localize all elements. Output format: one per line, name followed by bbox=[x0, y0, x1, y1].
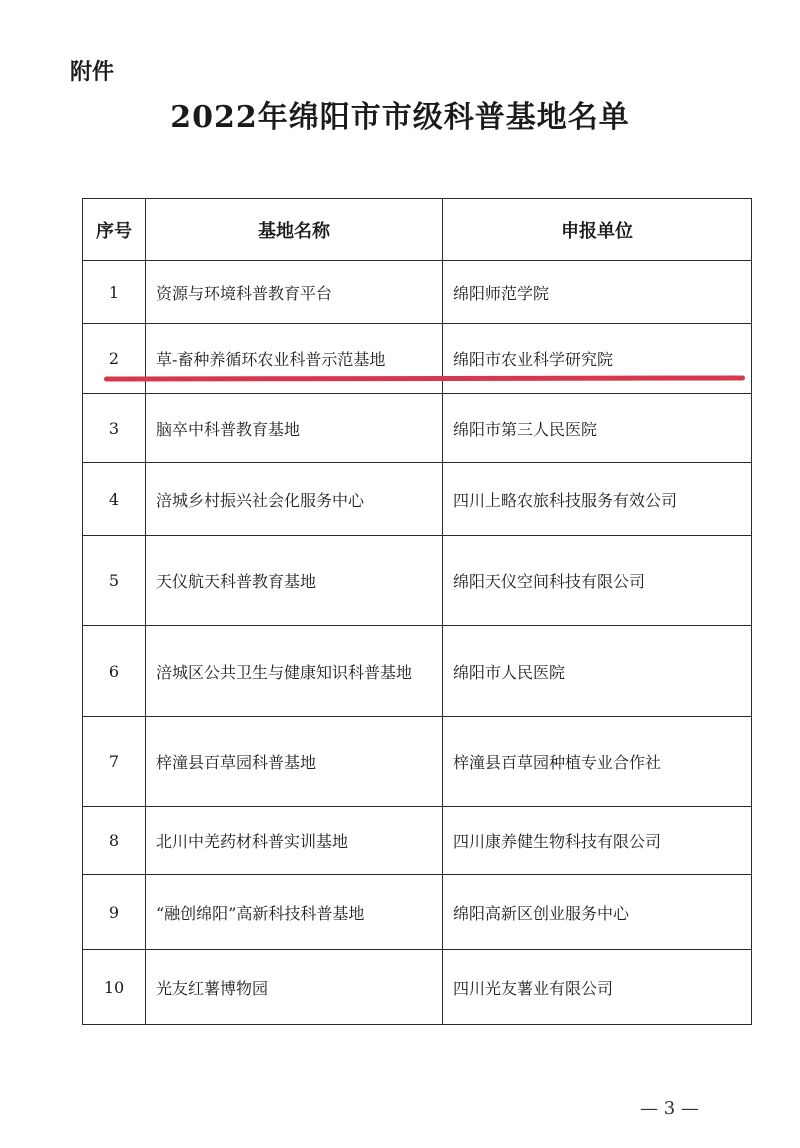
row-base-name: 资源与环境科普教育平台 bbox=[146, 261, 443, 324]
row-index: 7 bbox=[83, 717, 146, 807]
page-number: — 3 — bbox=[640, 1098, 699, 1119]
row-applicant-unit: 四川康养健生物科技有限公司 bbox=[443, 807, 752, 875]
row-index: 9 bbox=[83, 875, 146, 950]
table-row bbox=[83, 875, 752, 950]
row-applicant-unit: 绵阳师范学院 bbox=[443, 261, 752, 324]
table-row bbox=[83, 324, 752, 394]
row-base-name: 北川中羌药材科普实训基地 bbox=[146, 807, 443, 875]
header-base-name: 基地名称 bbox=[146, 199, 443, 261]
table-row bbox=[83, 807, 752, 875]
row-base-name: 光友红薯博物园 bbox=[146, 950, 443, 1025]
row-base-name: 脑卒中科普教育基地 bbox=[146, 394, 443, 463]
row-applicant-unit: 梓潼县百草园种植专业合作社 bbox=[443, 717, 752, 807]
row-applicant-unit: 四川上略农旅科技服务有效公司 bbox=[443, 463, 752, 536]
row-index: 2 bbox=[83, 324, 146, 394]
table-row bbox=[83, 626, 752, 717]
row-base-name: 天仪航天科普教育基地 bbox=[146, 536, 443, 626]
row-base-name: “融创绵阳”高新科技科普基地 bbox=[146, 875, 443, 950]
table-row bbox=[83, 950, 752, 1025]
row-index: 6 bbox=[83, 626, 146, 717]
base-list-table bbox=[82, 198, 752, 1025]
attachment-label: 附件 bbox=[70, 60, 115, 85]
row-base-name: 梓潼县百草园科普基地 bbox=[146, 717, 443, 807]
row-index: 5 bbox=[83, 536, 146, 626]
table-row bbox=[83, 717, 752, 807]
table-row bbox=[83, 394, 752, 463]
table-row bbox=[83, 261, 752, 324]
row-base-name: 涪城区公共卫生与健康知识科普基地 bbox=[146, 626, 443, 717]
row-base-name: 涪城乡村振兴社会化服务中心 bbox=[146, 463, 443, 536]
row-index: 4 bbox=[83, 463, 146, 536]
table-row bbox=[83, 536, 752, 626]
row-index: 10 bbox=[83, 950, 146, 1025]
header-index: 序号 bbox=[83, 199, 146, 261]
row-applicant-unit: 绵阳市农业科学研究院 bbox=[443, 324, 752, 394]
row-applicant-unit: 绵阳高新区创业服务中心 bbox=[443, 875, 752, 950]
row-base-name: 草-畜种养循环农业科普示范基地 bbox=[146, 324, 443, 394]
row-index: 3 bbox=[83, 394, 146, 463]
row-applicant-unit: 绵阳市第三人民医院 bbox=[443, 394, 752, 463]
document-title: 2022年绵阳市市级科普基地名单 bbox=[170, 100, 630, 135]
row-index: 1 bbox=[83, 261, 146, 324]
row-index: 8 bbox=[83, 807, 146, 875]
table-header-row bbox=[83, 199, 752, 261]
header-applicant-unit: 申报单位 bbox=[443, 199, 752, 261]
table-row bbox=[83, 463, 752, 536]
row-applicant-unit: 绵阳市人民医院 bbox=[443, 626, 752, 717]
row-applicant-unit: 绵阳天仪空间科技有限公司 bbox=[443, 536, 752, 626]
row-applicant-unit: 四川光友薯业有限公司 bbox=[443, 950, 752, 1025]
